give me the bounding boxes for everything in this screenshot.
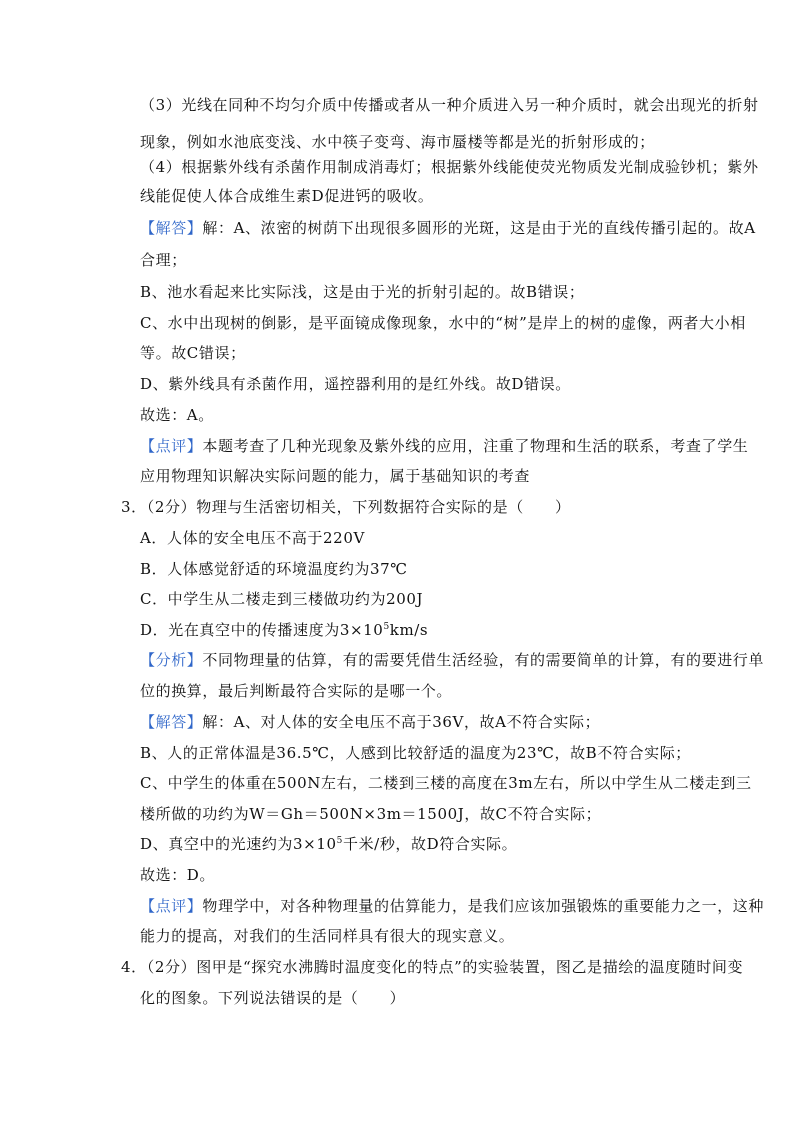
q2-answer-line-a-cont: 合理； — [140, 251, 187, 269]
q2-comment-line1 — [140, 436, 748, 456]
answer-d-text: D、真空中的光速约为3×10 — [140, 835, 337, 853]
answer-d-exponent: 5 — [336, 836, 343, 846]
option-d-unit: km/s — [389, 621, 429, 639]
q3-answer-line-c-cont: 楼所做的功约为W＝Gh＝500N×3m＝1500J，故C不符合实际； — [140, 805, 602, 823]
q3-answer-choice: 故选：D。 — [140, 866, 216, 884]
q3-answer-line-b: B、人的正常体温是36.5℃，人感到比较舒适的温度为23℃，故B不符合实际； — [140, 744, 691, 762]
question-stem: （2分）图甲是“探究水沸腾时温度变化的特点”的实验装置，图乙是描绘的温度随时间变 — [146, 958, 744, 976]
q2-answer-choice: 故选：A。 — [140, 406, 214, 424]
q3-option-b: B．人体感觉舒适的环境温度约为37℃ — [140, 560, 408, 578]
q3-analysis-line1 — [140, 650, 764, 670]
option-d-exponent: 5 — [383, 622, 390, 632]
q3-answer-line-d — [140, 834, 517, 854]
q4-stem-line2: 化的图象。下列说法错误的是（ ） — [140, 989, 406, 1007]
question-number: 3． — [121, 498, 147, 516]
q3-option-a: A．人体的安全电压不高于220V — [140, 529, 365, 547]
q3-option-d — [140, 620, 428, 640]
q3-option-c: C．中学生从二楼走到三楼做功约为200J — [140, 590, 424, 608]
analysis-tag: 【分析】 — [140, 651, 203, 669]
knowledge-point-4-line2: 线能促使人体合成维生素D促进钙的吸收。 — [140, 187, 434, 205]
q2-answer-line-c: C、水中出现树的倒影，是平面镜成像现象，水中的“树”是岸上的树的虚像，两者大小相 — [140, 314, 746, 332]
comment-tag: 【点评】 — [140, 897, 203, 915]
analysis-text: 不同物理量的估算，有的需要凭借生活经验，有的需要简单的计算，有的要进行单 — [202, 651, 765, 669]
comment-text: 物理学中，对各种物理量的估算能力，是我们应该加强锻炼的重要能力之一，这种 — [202, 897, 765, 915]
q2-answer-line-b: B、池水看起来比实际浅，这是由于光的折射引起的。故B错误； — [140, 283, 585, 301]
answer-d-rest: 千米/秒，故D符合实际。 — [342, 835, 518, 853]
answer-tag: 【解答】 — [140, 219, 203, 237]
q4-stem-line1 — [121, 957, 743, 977]
q3-comment-line1 — [140, 896, 764, 916]
q2-answer-line-a — [140, 218, 756, 238]
q3-stem — [121, 497, 571, 517]
question-stem: （2分）物理与生活密切相关，下列数据符合实际的是（ ） — [146, 498, 571, 516]
option-d-text: D．光在真空中的传播速度为3×10 — [140, 621, 384, 639]
knowledge-point-3-line1: （3）光线在同种不均匀介质中传播或者从一种介质进入另一种介质时，就会出现光的折射 — [140, 96, 759, 114]
q2-answer-line-d: D、紫外线具有杀菌作用，遥控器利用的是红外线。故D错误。 — [140, 375, 571, 393]
answer-text: 解：A、对人体的安全电压不高于36V，故A不符合实际； — [202, 713, 601, 731]
q3-analysis-line2: 位的换算，最后判断最符合实际的是哪一个。 — [140, 682, 453, 700]
comment-tag: 【点评】 — [140, 437, 203, 455]
answer-tag: 【解答】 — [140, 713, 203, 731]
knowledge-point-4-line1: （4）根据紫外线有杀菌作用制成消毒灯；根据紫外线能使荧光物质发光制成验钞机；紫外 — [140, 158, 759, 176]
q3-answer-line-a — [140, 712, 600, 732]
q2-answer-line-c-cont: 等。故C错误； — [140, 344, 246, 362]
q3-comment-line2: 能力的提高，对我们的生活同样具有很大的现实意义。 — [140, 927, 515, 945]
knowledge-point-3-line2: 现象，例如水池底变浅、水中筷子变弯、海市蜃楼等都是光的折射形成的； — [140, 133, 655, 151]
question-number: 4． — [121, 958, 147, 976]
answer-text: 解：A、浓密的树荫下出现很多圆形的光斑，这是由于光的直线传播引起的。故A — [202, 219, 756, 237]
q3-answer-line-c: C、中学生的体重在500N左右，二楼到三楼的高度在3m左右，所以中学生从二楼走到三 — [140, 774, 752, 792]
comment-text: 本题考查了几种光现象及紫外线的应用，注重了物理和生活的联系，考查了学生 — [202, 437, 749, 455]
q2-comment-line2: 应用物理知识解决实际问题的能力，属于基础知识的考查 — [140, 467, 531, 485]
